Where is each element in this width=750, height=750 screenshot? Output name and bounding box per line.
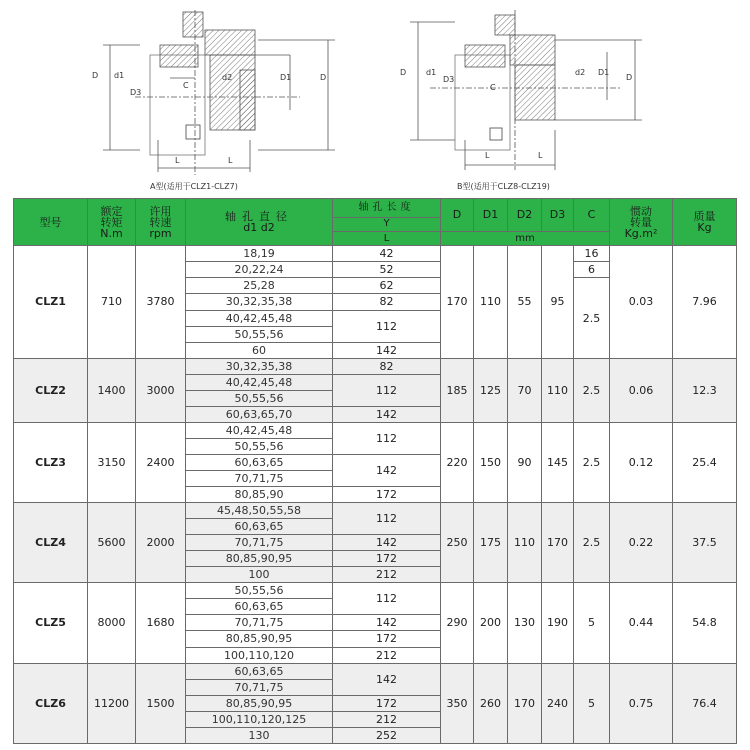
svg-text:L: L [228,156,233,165]
cell-D2: 90 [508,422,542,502]
cell-bore-length: 82 [333,358,441,374]
header-D: D [441,199,474,232]
cell-bore-diameter: 100,110,120 [186,647,333,663]
cell-D1: 125 [474,358,508,422]
cell-bore-diameter: 60,63,65 [186,599,333,615]
svg-text:D: D [320,73,327,82]
cell-inertia: 0.12 [610,422,673,502]
cell-bore-diameter: 80,85,90,95 [186,695,333,711]
cell-D2: 70 [508,358,542,422]
cell-torque: 1400 [88,358,136,422]
svg-text:d1: d1 [114,71,125,80]
cell-bore-length: 112 [333,422,441,454]
svg-text:D: D [400,68,407,77]
cell-bore-length: 142 [333,535,441,551]
cell-bore-diameter: 40,42,45,48 [186,374,333,390]
cell-bore-length: 212 [333,567,441,583]
cell-bore-diameter: 45,48,50,55,58 [186,503,333,519]
cell-bore-diameter: 50,55,56 [186,583,333,599]
cell-D: 250 [441,503,474,583]
cell-bore-diameter: 60,63,65,70 [186,406,333,422]
cell-bore-diameter: 70,71,75 [186,615,333,631]
cell-bore-diameter: 18,19 [186,246,333,262]
svg-text:D1: D1 [280,73,292,82]
cell-D3: 95 [542,246,574,358]
cell-mass: 54.8 [673,583,737,663]
cell-bore-diameter: 60,63,65 [186,519,333,535]
cell-D: 290 [441,583,474,663]
svg-text:L: L [538,151,543,160]
cell-D3: 145 [542,422,574,502]
svg-text:D: D [92,71,99,80]
table-row [14,663,737,679]
svg-text:D: D [626,73,633,82]
cell-bore-diameter: 30,32,35,38 [186,358,333,374]
cell-bore-diameter: 80,85,90,95 [186,631,333,647]
coupling-drawings [0,0,750,195]
header-torque: 额定 转矩 N.m [88,199,136,246]
cell-bore-length: 112 [333,374,441,406]
svg-text:D1: D1 [598,68,610,77]
cell-D1: 175 [474,503,508,583]
cell-bore-diameter: 100 [186,567,333,583]
cell-D: 220 [441,422,474,502]
cell-bore-length: 142 [333,454,441,486]
header-bore-length: 轴孔长度 [333,199,441,218]
svg-text:d2: d2 [575,68,586,77]
cell-bore-diameter: 40,42,45,48 [186,310,333,326]
cell-bore-diameter: 100,110,120,125 [186,711,333,727]
cell-bore-diameter: 50,55,56 [186,438,333,454]
cell-bore-length: 212 [333,647,441,663]
drawing-type-b [410,10,642,170]
cell-D1: 260 [474,663,508,743]
cell-bore-length: 42 [333,246,441,262]
cell-bore-length: 142 [333,615,441,631]
cell-C: 16 [574,246,610,262]
table-row [14,583,737,599]
cell-C: 5 [574,663,610,743]
table-row [14,422,737,438]
cell-D2: 130 [508,583,542,663]
cell-D2: 170 [508,663,542,743]
cell-bore-diameter: 60,63,65 [186,663,333,679]
cell-model: CLZ2 [14,358,88,422]
header-bore-length-y: Y [333,217,441,231]
cell-mass: 7.96 [673,246,737,358]
cell-speed: 3000 [136,358,186,422]
cell-mass: 76.4 [673,663,737,743]
cell-bore-length: 112 [333,310,441,342]
header-C: C [574,199,610,232]
cell-C: 2.5 [574,503,610,583]
cell-bore-diameter: 50,55,56 [186,326,333,342]
cell-bore-diameter: 70,71,75 [186,535,333,551]
cell-bore-length: 112 [333,583,441,615]
cell-model: CLZ4 [14,503,88,583]
header-D2: D2 [508,199,542,232]
cell-D3: 240 [542,663,574,743]
cell-bore-length: 62 [333,278,441,294]
header-bore-diameter: 轴孔直径 d1 d2 [186,199,333,246]
cell-C: 2.5 [574,422,610,502]
cell-bore-diameter: 60 [186,342,333,358]
cell-bore-length: 172 [333,551,441,567]
cell-inertia: 0.06 [610,358,673,422]
cell-D2: 55 [508,246,542,358]
header-model: 型号 [14,199,88,246]
header-D3: D3 [542,199,574,232]
table-row [14,358,737,374]
cell-D1: 150 [474,422,508,502]
cell-torque: 8000 [88,583,136,663]
cell-inertia: 0.22 [610,503,673,583]
header-inertia: 惯动 转量 Kg.m² [610,199,673,246]
svg-text:d2: d2 [222,73,233,82]
cell-D: 185 [441,358,474,422]
cell-bore-diameter: 70,71,75 [186,679,333,695]
cell-torque: 710 [88,246,136,358]
cell-speed: 2000 [136,503,186,583]
cell-bore-length: 142 [333,663,441,695]
svg-text:D3: D3 [443,75,455,84]
cell-bore-diameter: 130 [186,727,333,743]
cell-D1: 200 [474,583,508,663]
cell-bore-length: 252 [333,727,441,743]
header-speed: 许用 转速 rpm [136,199,186,246]
cell-model: CLZ6 [14,663,88,743]
cell-bore-length: 82 [333,294,441,310]
cell-torque: 3150 [88,422,136,502]
cell-torque: 11200 [88,663,136,743]
cell-D1: 110 [474,246,508,358]
cell-D3: 110 [542,358,574,422]
caption-type-a: A型(适用于CLZ1-CLZ7) [150,182,238,191]
cell-bore-length: 172 [333,487,441,503]
cell-inertia: 0.75 [610,663,673,743]
cell-C: 2.5 [574,278,610,358]
spec-table [13,198,737,744]
cell-inertia: 0.44 [610,583,673,663]
cell-bore-length: 142 [333,406,441,422]
cell-bore-length: 172 [333,631,441,647]
svg-text:C: C [490,83,496,92]
cell-bore-diameter: 30,32,35,38 [186,294,333,310]
cell-model: CLZ3 [14,422,88,502]
cell-bore-length: 142 [333,342,441,358]
cell-bore-diameter: 25,28 [186,278,333,294]
table-row [14,503,737,519]
cell-D: 170 [441,246,474,358]
cell-model: CLZ1 [14,246,88,358]
cell-torque: 5600 [88,503,136,583]
cell-speed: 1500 [136,663,186,743]
svg-text:L: L [175,156,180,165]
svg-text:L: L [485,151,490,160]
cell-bore-diameter: 60,63,65 [186,454,333,470]
cell-bore-diameter: 50,55,56 [186,390,333,406]
cell-mass: 37.5 [673,503,737,583]
cell-D: 350 [441,663,474,743]
cell-speed: 3780 [136,246,186,358]
cell-model: CLZ5 [14,583,88,663]
cell-bore-length: 52 [333,262,441,278]
cell-C: 5 [574,583,610,663]
cell-C: 2.5 [574,358,610,422]
cell-bore-diameter: 70,71,75 [186,470,333,486]
cell-C: 6 [574,262,610,278]
cell-bore-diameter: 80,85,90,95 [186,551,333,567]
cell-speed: 2400 [136,422,186,502]
cell-bore-diameter: 20,22,24 [186,262,333,278]
cell-bore-diameter: 40,42,45,48 [186,422,333,438]
cell-bore-length: 212 [333,711,441,727]
cell-inertia: 0.03 [610,246,673,358]
table-row [14,246,737,262]
cell-D2: 110 [508,503,542,583]
header-D1: D1 [474,199,508,232]
cell-bore-length: 172 [333,695,441,711]
cell-mass: 12.3 [673,358,737,422]
svg-text:D3: D3 [130,88,142,97]
svg-text:d1: d1 [426,68,437,77]
header-mm: mm [441,231,610,245]
header-bore-length-l: L [333,231,441,245]
cell-bore-diameter: 80,85,90 [186,487,333,503]
cell-mass: 25.4 [673,422,737,502]
cell-D3: 170 [542,503,574,583]
cell-speed: 1680 [136,583,186,663]
caption-type-b: B型(适用于CLZ8-CLZ19) [457,182,550,191]
svg-text:C: C [183,81,189,90]
cell-D3: 190 [542,583,574,663]
header-mass: 质量 Kg [673,199,737,246]
cell-bore-length: 112 [333,503,441,535]
